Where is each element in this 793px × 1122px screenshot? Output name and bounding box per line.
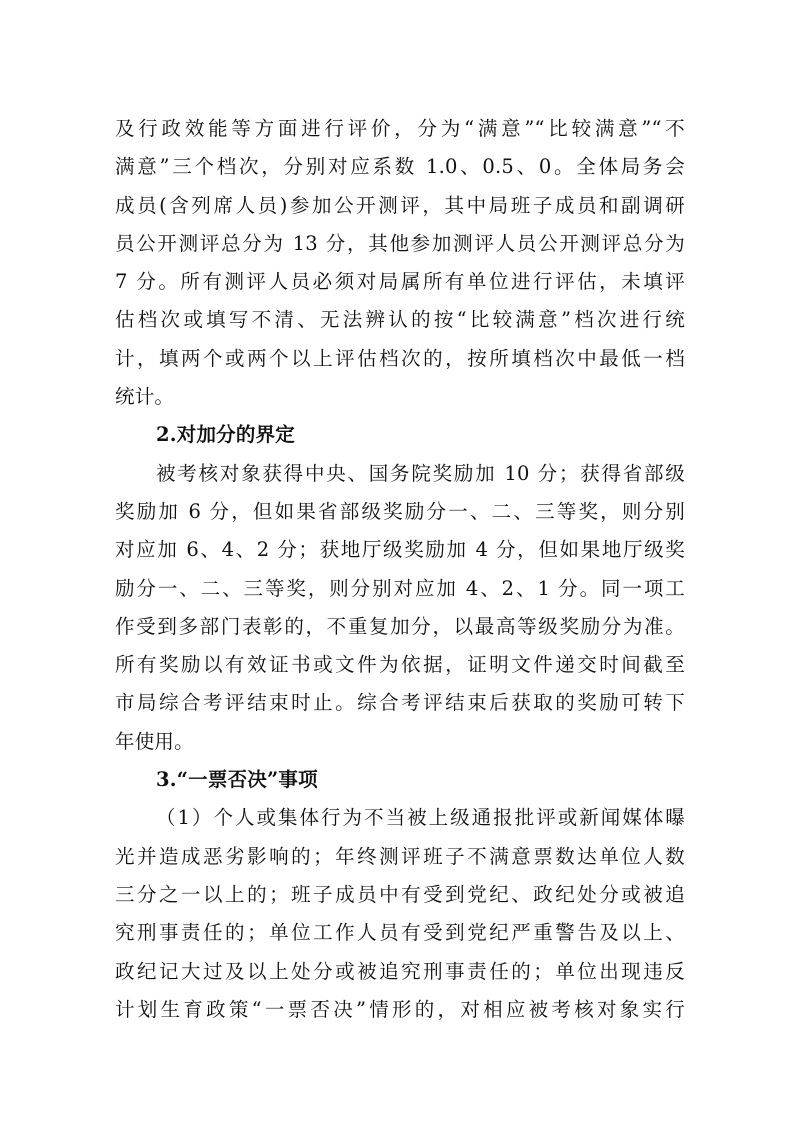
- text-line: 统计。: [115, 385, 175, 409]
- text-line: 被考核对象获得中央、国务院奖励加 10 分；获得省部级: [156, 461, 685, 485]
- text-line: 成员(含列席人员)参加公开测评，其中局班子成员和副调研: [115, 193, 685, 217]
- text-line: 7 分。所有测评人员必须对局属所有单位进行评估，未填评: [115, 270, 685, 294]
- text-line: 计划生育政策“一票否决”情形的，对相应被考核对象实行: [115, 997, 685, 1021]
- text-line: 励分一、二、三等奖，则分别对应加 4、2、1 分。同一项工: [115, 576, 685, 600]
- text-line: 计，填两个或两个以上评估档次的，按所填档次中最低一档: [115, 346, 685, 370]
- text-line: 市局综合考评结束时止。综合考评结束后获取的奖励可转下: [115, 691, 685, 715]
- text-line: 对应加 6、4、2 分；获地厅级奖励加 4 分，但如果地厅级奖: [115, 538, 685, 562]
- text-line: 满意”三个档次，分别对应系数 1.0、0.5、0。全体局务会: [115, 155, 685, 179]
- text-line: 及行政效能等方面进行评价，分为“满意”“比较满意”“不: [115, 117, 685, 140]
- text-line: 员公开测评总分为 13 分，其他参加测评人员公开测评总分为: [115, 231, 685, 255]
- text-line: 年使用。: [115, 729, 194, 753]
- text-line: 估档次或填写不清、无法辨认的按“比较满意”档次进行统: [115, 308, 685, 332]
- section-heading: 3.“一票否决”事项: [156, 768, 318, 792]
- text-line: （1）个人或集体行为不当被上级通报批评或新闻媒体曝: [156, 806, 685, 830]
- text-line: 作受到多部门表彰的，不重复加分，以最高等级奖励分为准。: [115, 614, 685, 638]
- text-line: 奖励加 6 分，但如果省部级奖励分一、二、三等奖，则分别: [115, 499, 685, 523]
- text-line: 究刑事责任的；单位工作人员有受到党纪严重警告及以上、: [115, 921, 685, 945]
- section-heading: 2.对加分的界定: [156, 423, 295, 447]
- document-body: [115, 110, 685, 1029]
- text-line: 所有奖励以有效证书或文件为依据，证明文件递交时间截至: [115, 653, 685, 677]
- text-line: 光并造成恶劣影响的；年终测评班子不满意票数达单位人数: [115, 844, 685, 868]
- text-line: 三分之一以上的；班子成员中有受到党纪、政纪处分或被追: [115, 882, 685, 906]
- text-line: 政纪记大过及以上处分或被追究刑事责任的；单位出现违反: [115, 959, 685, 983]
